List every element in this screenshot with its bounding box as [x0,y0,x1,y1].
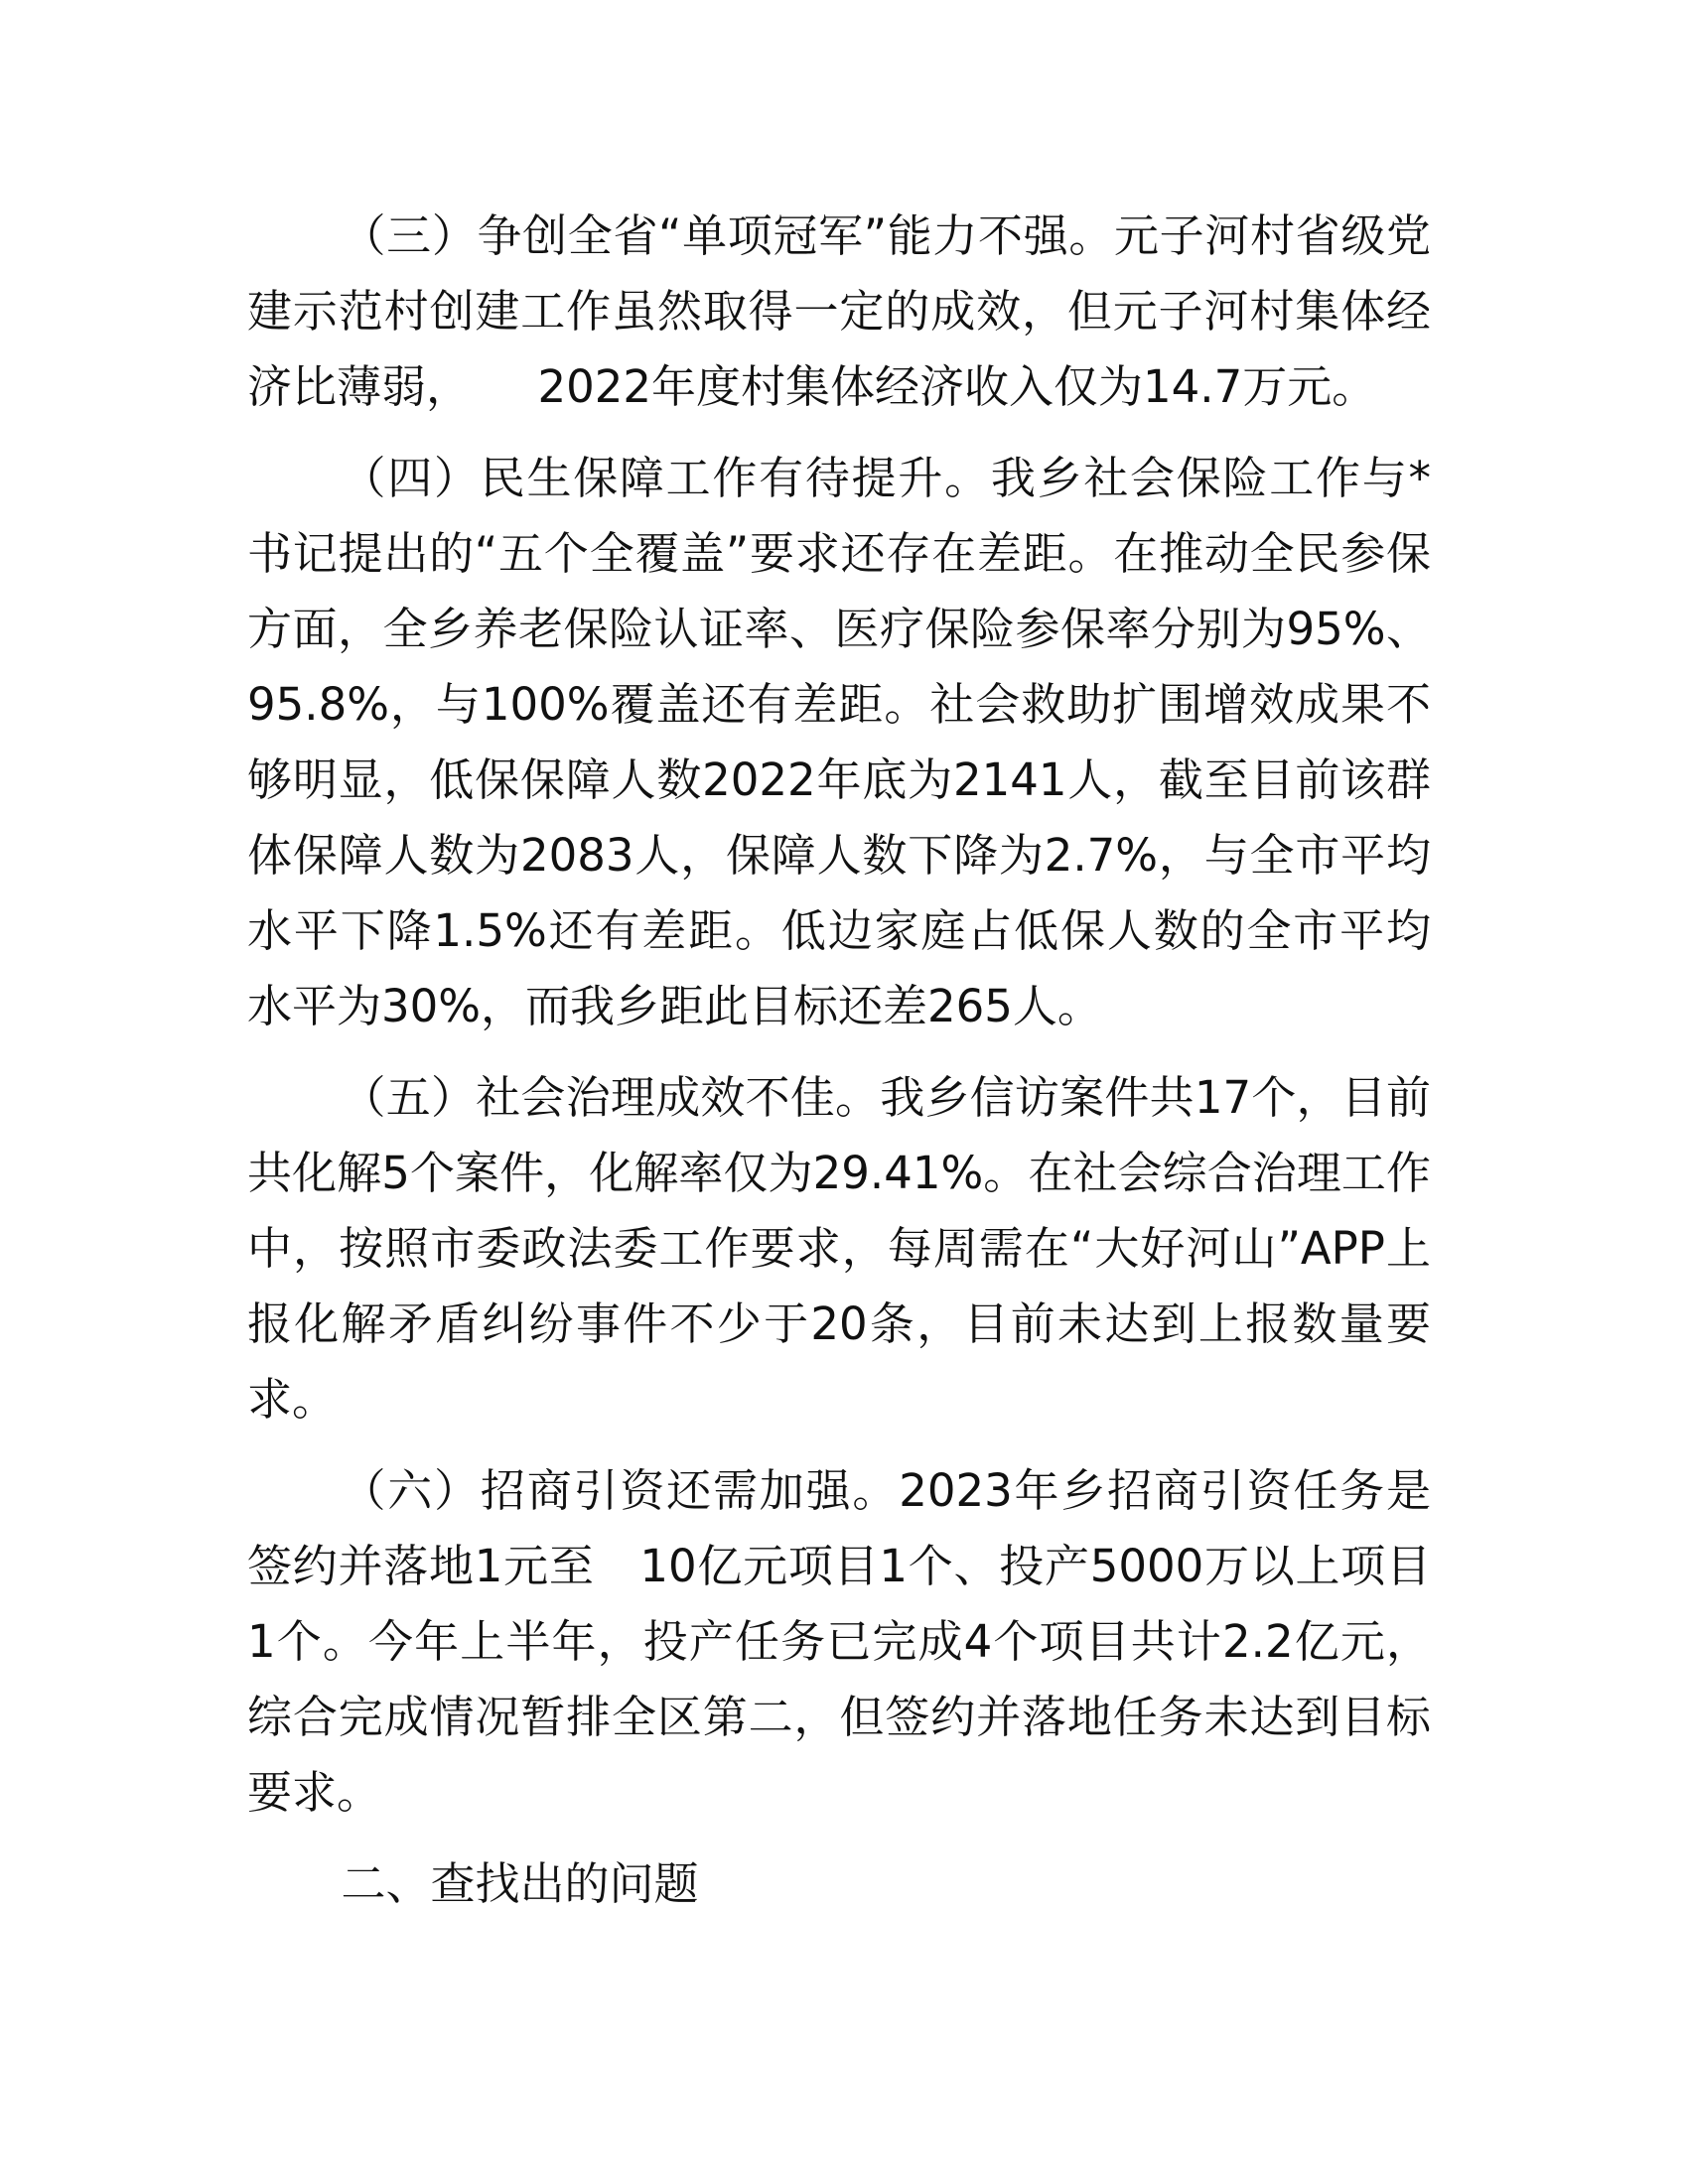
paragraph-3: （三）争创全省“单项冠军”能力不强。元子河村省级党建示范村创建工作虽然取得一定的成效，但元子河村集体经济比薄弱， 2022年度村集体经济收入仅为14.7万元。 [247,209,1431,413]
section-heading: 二、查找出的问题 [341,1857,699,1910]
paragraph-5: （五）社会治理成效不佳。我乡信访案件共17个，目前共化解5个案件，化解率仅为29.41%。在社会综合治理工作中，按照市委政法委工作要求，每周需在“大好河山”APP上报化解矛盾纠纷事件不少于20条，目前未达到上报数量要求。 [247,1071,1431,1426]
paragraph-4: （四）民生保障工作有待提升。我乡社会保险工作与*书记提出的“五个全覆盖”要求还存在差距。在推动全民参保方面，全乡养老保险认证率、医疗保险参保率分别为95%、95.8%，与100%覆盖还有差距。社会救助扩围增效成果不够明显，低保保障人数2022年底为2141人，截至目前该群体保障人数为2083人，保障人数下降为2.7%，与全市平均水平下降1.5%还有差距。低边家庭占低保人数的全市平均水平为30%，而我乡距此目标还差265人。 [247,452,1431,1032]
paragraph-6: （六）招商引资还需加强。2023年乡招商引资任务是签约并落地1元至 10亿元项目1个、投产5000万以上项目1个。今年上半年，投产任务已完成4个项目共计2.2亿元，综合完成情况暂排全区第二，但签约并落地任务未达到目标要求。 [247,1464,1431,1819]
document-body [247,199,1431,1922]
